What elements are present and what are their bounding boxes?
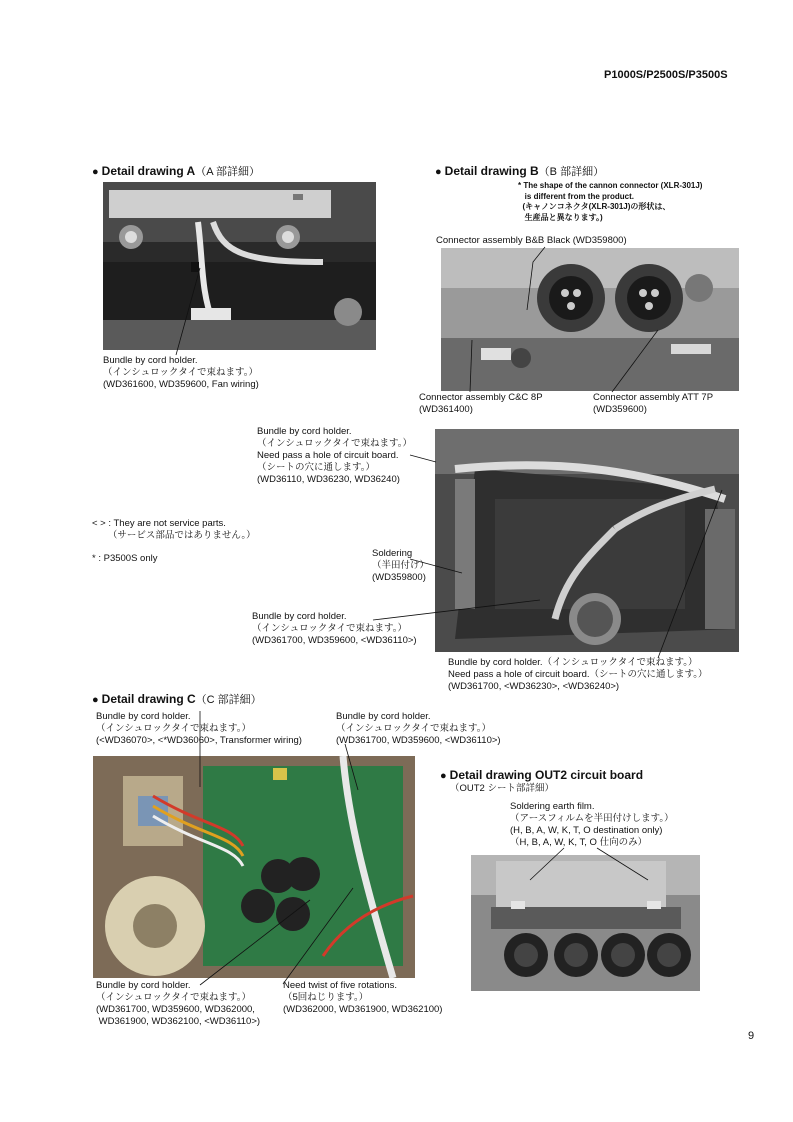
section-a-title: Detail drawing A (101, 164, 196, 178)
section-out2-title-jp: （OUT2 シート部詳細） (450, 783, 554, 794)
callout-b-bundle-3: Bundle by cord holder.（インシュロックタイで束ねます。） Need pass a hole of circuit board.（シートの穴に通します。） (WD361700, <WD36230>, <WD36240>) (448, 657, 708, 692)
legend-not-service: < > : They are not service parts. （サービス部品ではありません。） (92, 518, 256, 541)
callout-b-bundle-2: Bundle by cord holder. （インシュロックタイで束ねます。） (WD361700, WD359600, <WD36110>) (252, 611, 417, 646)
legend-p3500s-only: * : P3500S only (92, 553, 158, 564)
page-number: 9 (748, 1030, 755, 1042)
section-a-heading: ● Detail drawing A（A 部詳細） (92, 164, 261, 178)
section-c-title-jp: （C 部詳細） (195, 694, 262, 706)
callout-c-twist: Need twist of five rotations. （5回ねじります。） (WD362000, WD361900, WD362100) (283, 980, 443, 1015)
connector-att-label: Connector assembly ATT 7P (WD359600) (593, 392, 714, 415)
section-b-title: Detail drawing B (444, 164, 539, 178)
section-a-title-jp: （A 部詳細） (195, 166, 261, 178)
section-c-title: Detail drawing C (101, 692, 196, 706)
photo-detail-b-bottom (435, 429, 739, 652)
callout-a-bundle: Bundle by cord holder. （インシュロックタイで束ねます。） (WD361600, WD359600, Fan wiring) (103, 355, 259, 390)
callout-b-bundle-1: Bundle by cord holder. （インシュロックタイで束ねます。） Need pass a hole of circuit board. （シートの穴に通します。） (WD36110, WD36230, WD36240) (257, 426, 412, 485)
cannon-note: * The shape of the cannon connector (XLR-301J) is different from the product. (キャノンコネクタ(XLR-301J)の形状は、 生産品と異なります。) (518, 181, 703, 222)
callout-b-soldering: Soldering （半田付け） (WD359800) (372, 548, 430, 583)
photo-detail-c (93, 756, 415, 978)
section-out2-title: Detail drawing OUT2 circuit board (449, 768, 644, 782)
callout-c-bundle-right: Bundle by cord holder. （インシュロックタイで束ねます。） (WD361700, WD359600, <WD36110>) (336, 711, 501, 746)
callout-c-bundle-bottom: Bundle by cord holder. （インシュロックタイで束ねます。） (WD361700, WD359600, WD362000, WD361900, WD362100, <WD36110>) (96, 980, 261, 1027)
section-b-heading: ● Detail drawing B（B 部詳細） (435, 164, 605, 178)
section-out2-heading: ● Detail drawing OUT2 circuit board (440, 768, 644, 782)
connector-bb-label: Connector assembly B&B Black (WD359800) (436, 235, 627, 246)
model-header: P1000S/P2500S/P3500S (604, 69, 728, 81)
photo-detail-b-top (441, 248, 739, 391)
callout-out2-earth: Soldering earth film. （アースフィルムを半田付けします。） (H, B, A, W, K, T, O destination only) （H, B, A, W, K, T, O 仕向のみ） (510, 801, 674, 848)
callout-c-bundle-left: Bundle by cord holder. （インシュロックタイで束ねます。） (<WD36070>, <*WD36060>, Transformer wiring) (96, 711, 302, 746)
photo-detail-a (103, 182, 376, 350)
photo-detail-out2 (471, 855, 700, 991)
section-b-title-jp: （B 部詳細） (538, 166, 605, 178)
section-c-heading: ● Detail drawing C（C 部詳細） (92, 692, 262, 706)
connector-cc-label: Connector assembly C&C 8P (WD361400) (419, 392, 543, 415)
